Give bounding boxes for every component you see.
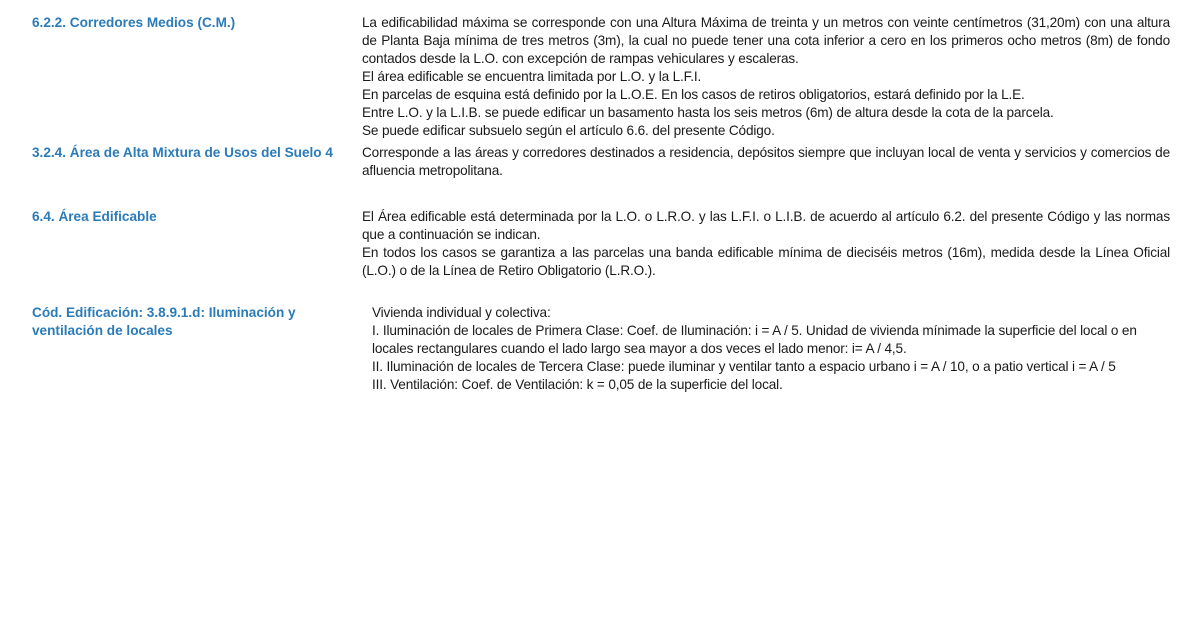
paragraph: Entre L.O. y la L.I.B. se puede edificar un basamento hasta los seis metros (6m) de altura desde la cota de la parcela. [362,105,1054,120]
document-page [32,14,1170,394]
section-heading: 6.2.2. Corredores Medios (C.M.) [32,15,236,30]
paragraph: El Área edificable está determinada por la L.O. o L.R.O. y las L.F.I. o L.I.B. de acuerdo al artículo 6.2. del presente Código y las normas que a continuación se indican. [362,209,1170,242]
section-area-alta-mixtura [32,144,1170,180]
section-body [362,14,1170,140]
paragraph: En parcelas de esquina está definido por la L.O.E. En los casos de retiros obligatorios, estará definido por la L.E. [362,87,1025,102]
section-body [372,304,1170,394]
section-corredores-medios [32,14,1170,140]
section-body [362,208,1170,280]
paragraph: Vivienda individual y colectiva: [372,305,551,320]
paragraph: Se puede edificar subsuelo según el artículo 6.6. del presente Código. [362,123,775,138]
paragraph: En todos los casos se garantiza a las parcelas una banda edificable mínima de dieciséis metros (16m), medida desde la Línea Oficial (L.O.) o de la Línea de Retiro Obligatorio (L.R.O.). [362,245,1170,278]
section-heading: 3.2.4. Área de Alta Mixtura de Usos del Suelo 4 [32,145,333,160]
paragraph: I. Iluminación de locales de Primera Clase: Coef. de Iluminación: i = A / 5. Unidad de vivienda mínimade la superficie del local o en locales rectangulares cuando el lado largo sea mayor a dos veces el lado menor: i= A / 4,5. [372,323,1137,356]
paragraph: III. Ventilación: Coef. de Ventilación: k = 0,05 de la superficie del local. [372,377,783,392]
paragraph: El área edificable se encuentra limitada por L.O. y la L.F.I. [362,69,702,84]
section-heading: 6.4. Área Edificable [32,209,157,224]
section-body [362,144,1170,180]
section-iluminacion-ventilacion [32,304,1170,394]
paragraph: Corresponde a las áreas y corredores destinados a residencia, depósitos siempre que incluyan local de venta y servicios y comercios de afluencia metropolitana. [362,145,1170,178]
paragraph: II. Iluminación de locales de Tercera Clase: puede iluminar y ventilar tanto a espacio urbano i = A / 10, o a patio vertical i = A / 5 [372,359,1116,374]
paragraph: La edificabilidad máxima se corresponde con una Altura Máxima de treinta y un metros con veinte centímetros (31,20m) con una altura de Planta Baja mínima de tres metros (3m), la cual no puede tener una cota inferior a cero en los primeros ocho metros (8m) de fondo contados desde la L.O. con excepción de rampas vehiculares y escaleras. [362,15,1170,66]
section-area-edificable [32,208,1170,280]
section-heading: Cód. Edificación: 3.8.9.1.d: Iluminación y ventilación de locales [32,305,296,338]
